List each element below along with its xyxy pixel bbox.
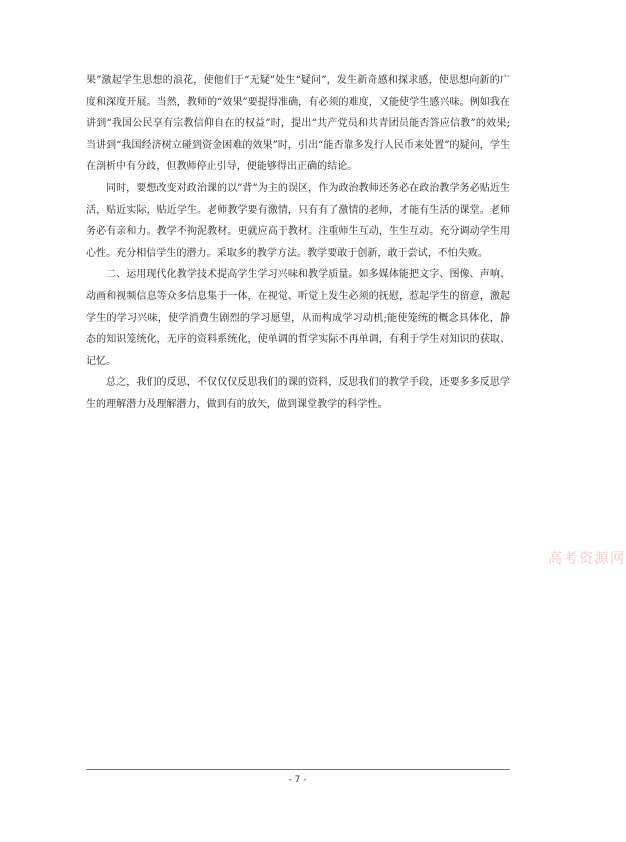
- paragraph-conclusion: 总之，我们的反思，不仅仅仅反思我们的课的资料，反思我们的教学手段，还要多多反思学生的理解潜力及理解潜力，做到有的放矢，做到课堂教学的科学性。: [86, 377, 510, 410]
- footer-divider: [86, 769, 510, 770]
- paragraph-continued: 果”激起学生思想的浪花，使他们于“无疑”处生“疑问”，发生新奇感和探求感，使思想向新的广度和深度开展。当然，教师的“效果”要提得准确，有必须的难度，又能使学生感兴味。例如我在讲到“我国公民享有宗教信仰自在的权益”时，提出“共产党员和共青团员能否答应信教”的效果;当讲到“我国经济树立碰到资金困难的效果”时，引出“能否靠多发行人民币来处置”的疑问，学生在剖析中有分歧，但教师停止引导，便能够得出正确的结论。: [86, 75, 510, 173]
- page-number: - 7 -: [288, 775, 307, 785]
- paragraph-student-centered: 同时，要想改变对政治课的以”背”为主的误区，作为政治教师还务必在政治教学务必贴近生活，贴近实际，贴近学生。老师教学要有激情，只有有了激情的老师，才能有生活的课堂。老师务必有亲和力。教学不拘泥教材。更就应高于教材。注重师生互动，生生互动。充分调动学生用心性。充分相信学生的潜力。采取多的教学方法。教学要敢于创新，敢于尝试，不怕失败。: [86, 182, 510, 259]
- paragraph-multimedia: 二、运用现代化教学技术提高学生学习兴味和教学质量。如多媒体能把文字、图像、声响、动画和视频信息等众多信息集于一体，在视觉、听觉上发生必须的抚慰，惹起学生的留意，激起学生的学习兴味，使学消费生剧烈的学习愿望，从而构成学习动机;能使笼统的概念具体化，静态的知识笼统化，无序的资料系统化，使单调的哲学实际不再单调，有利于学生对知识的获取、记忆。: [86, 269, 510, 367]
- body-text: [86, 70, 510, 416]
- watermark-text: 高考资源网: [548, 551, 626, 567]
